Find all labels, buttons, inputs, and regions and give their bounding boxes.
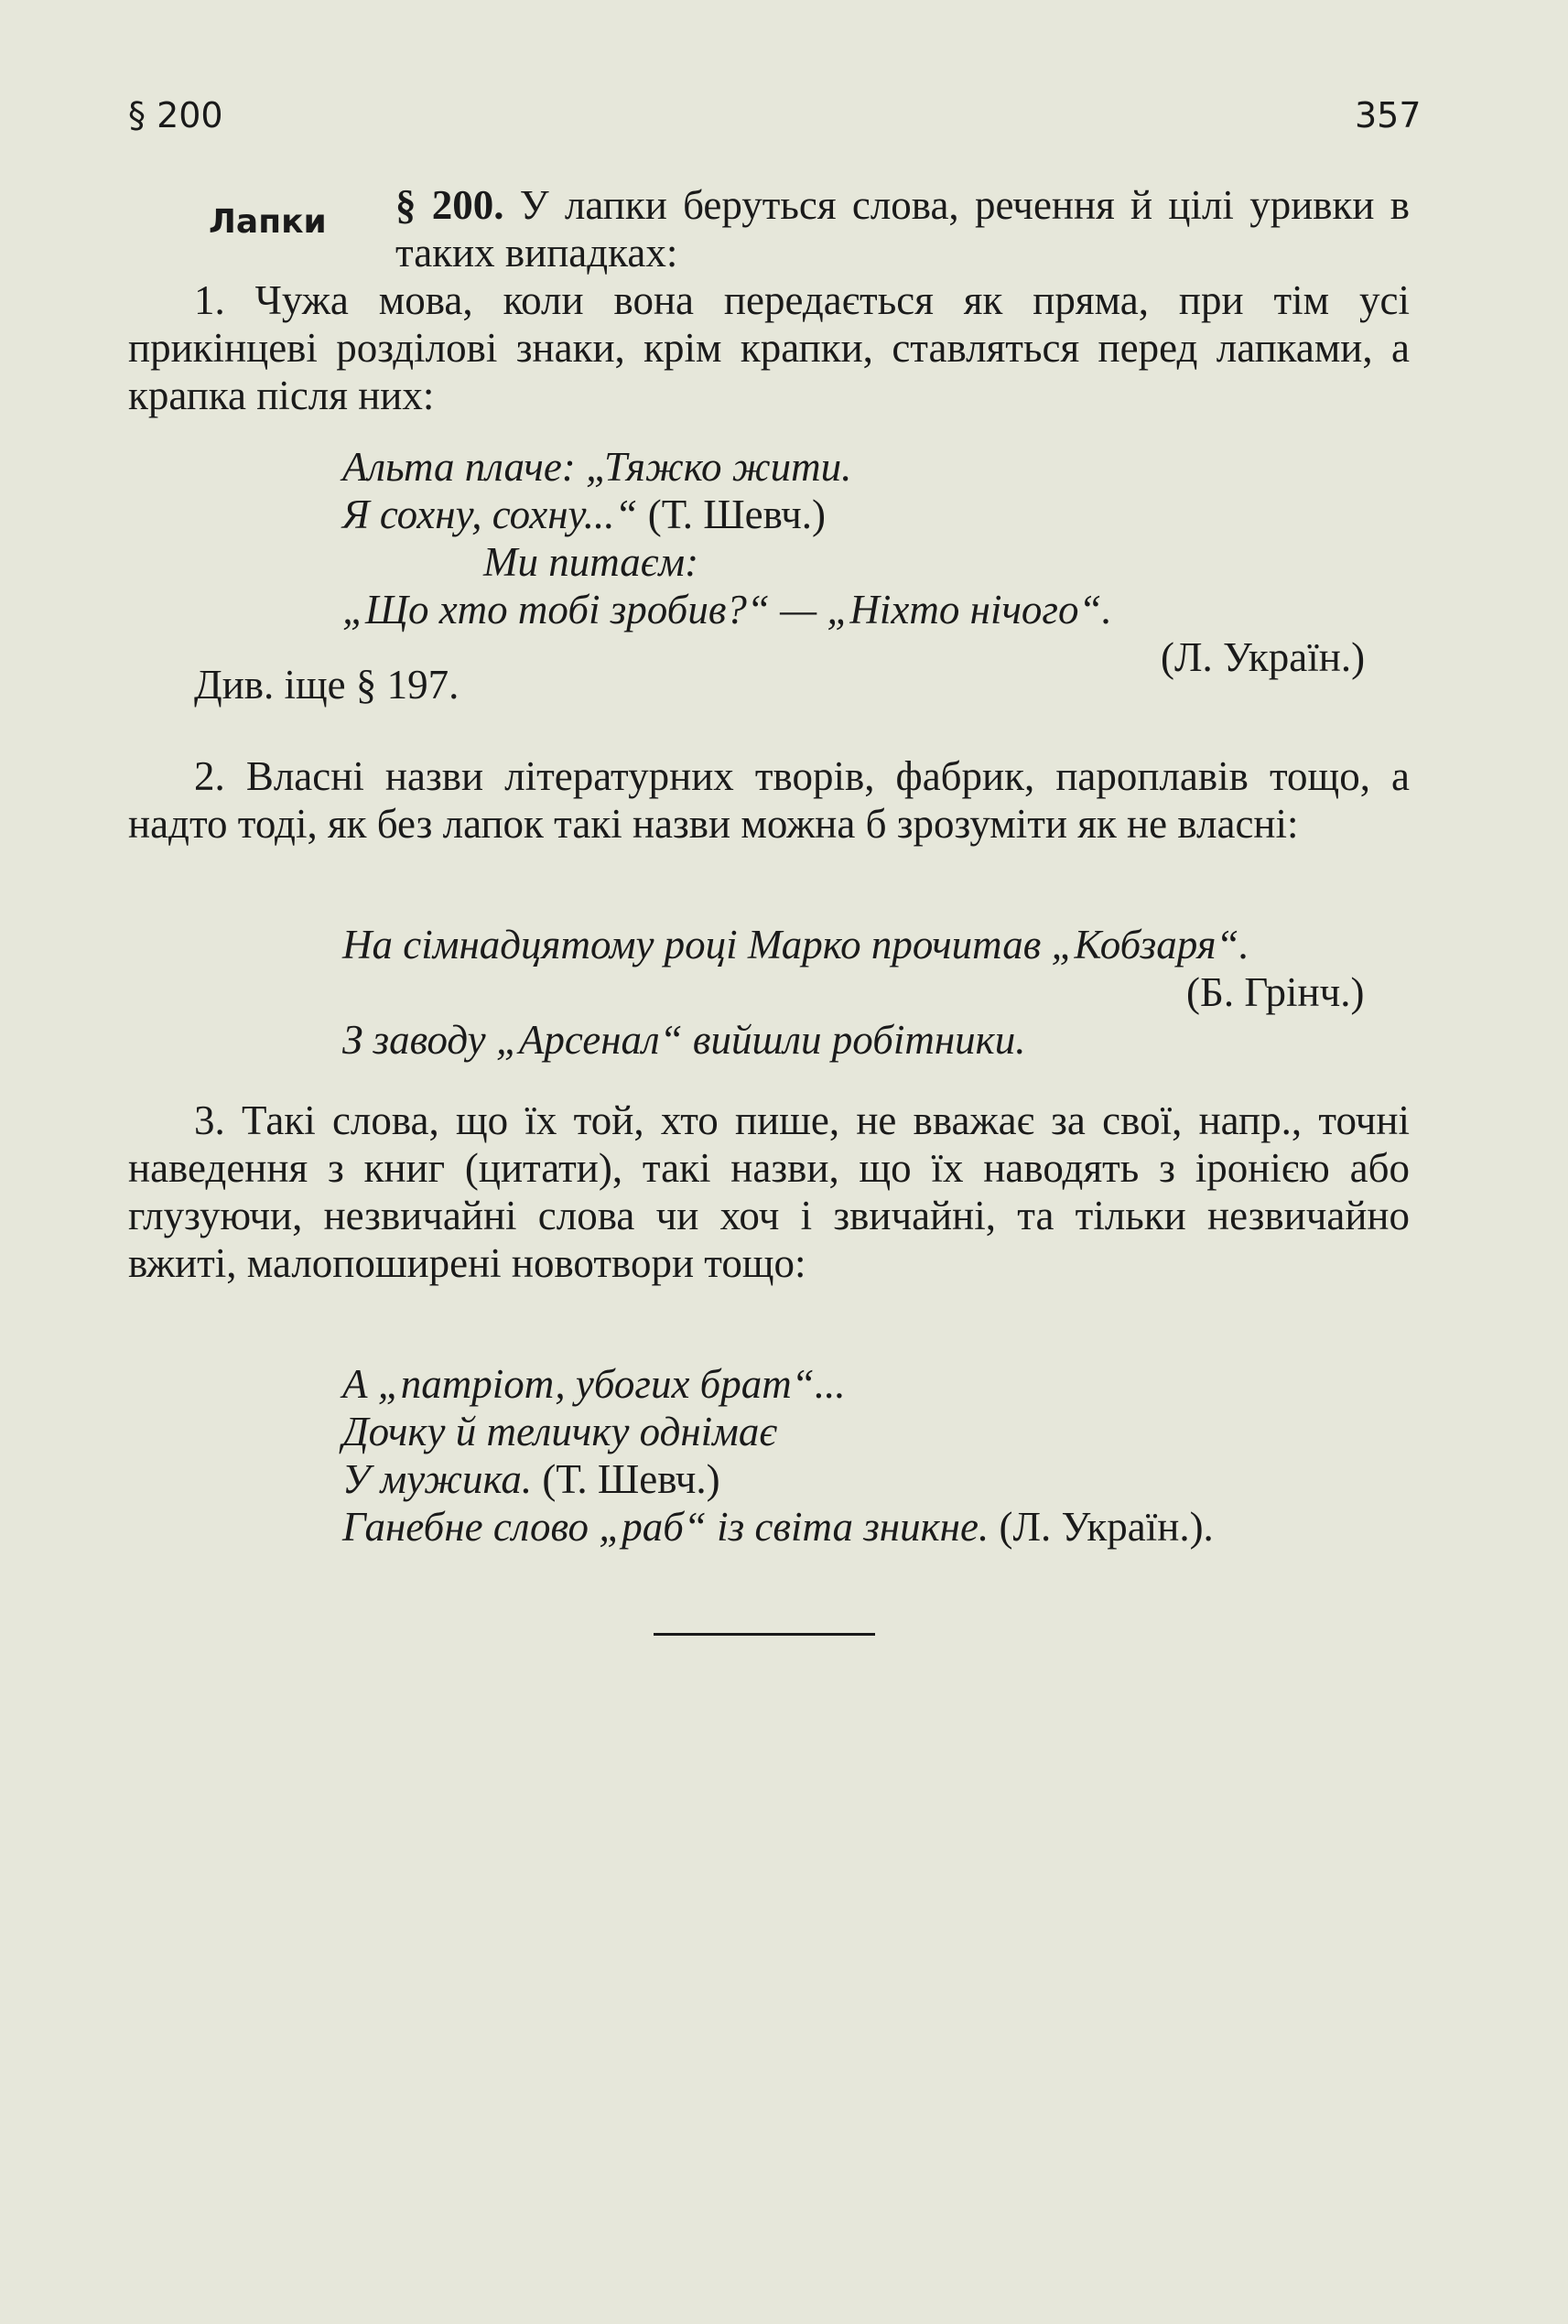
section-number: § 200. xyxy=(395,182,504,228)
verse-line xyxy=(342,1455,720,1503)
verse-line xyxy=(342,1360,846,1408)
item-2-paragraph xyxy=(128,752,1410,848)
item-3-text: 3. Такі слова, що їх той, хто пише, не вважає за свої, напр., точні наведення з книг (цитати), такі назви, що їх наводять з іронією або глузуючи, незвичайні слова чи хоч і звичайні, та тільки незвичайно вжиті, малопоширені новотвори тощо: xyxy=(128,1097,1410,1286)
example-line: З заводу „Арсенал“ вийшли робітники. xyxy=(342,1017,1026,1063)
section-intro-text: У лапки беруться слова, речення й цілі уривки в таких випадках: xyxy=(395,182,1411,276)
verse-line-text: „Що хто тобі зробив?“ — „Ніхто нічого“. xyxy=(342,587,1112,632)
verse-line xyxy=(483,538,698,586)
item-1-text: 1. Чужа мова, коли вона передається як пряма, при тім усі прикінцеві розділові знаки, крім крапки, ставляться перед лапками, а крапка після них: xyxy=(128,277,1410,418)
verse-line-text: У мужика. xyxy=(342,1456,533,1502)
verse-line-text: А „патріот, убогих брат“... xyxy=(342,1361,846,1407)
verse-line xyxy=(342,1503,1214,1551)
example-source: (Б. Грінч.) xyxy=(1186,969,1365,1015)
item-2-text: 2. Власні назви літературних творів, фабрик, пароплавів тощо, а надто тоді, як без лапок такі назви можна б зрозуміти як не власні: xyxy=(128,753,1410,847)
verse-line-text: Ганебне слово „раб“ із світа зникне. xyxy=(342,1504,989,1550)
example-line: На сімнадцятому році Марко прочитав „Кобзаря“. xyxy=(342,922,1249,967)
verse-line-source: (Л. Україн.). xyxy=(989,1504,1214,1550)
verse-line-text: Альта плаче: „Тяжко жити. xyxy=(342,444,852,490)
verse-line-source: (Т. Шевч.) xyxy=(532,1456,720,1502)
section-end-rule xyxy=(654,1633,875,1636)
item-1-paragraph xyxy=(128,276,1410,419)
see-also-reference: Див. іще § 197. xyxy=(194,662,460,708)
verse-line-text: Ми питаєм: xyxy=(483,539,699,585)
verse-line xyxy=(342,491,826,538)
running-header-section: § 200 xyxy=(128,95,223,135)
verse-line-source: (Т. Шевч.) xyxy=(637,492,826,537)
margin-heading: Лапки xyxy=(209,203,327,241)
verse-line-text: Я сохну, сохну...“ xyxy=(342,492,638,537)
page-number: 357 xyxy=(1355,95,1422,135)
item-3-paragraph xyxy=(128,1097,1410,1287)
verse-line xyxy=(342,1408,777,1455)
verse-line xyxy=(342,443,851,491)
verse-line xyxy=(342,586,1112,633)
verse-line-text: Дочку й теличку однімає xyxy=(342,1409,778,1454)
verse-source: (Л. Україн.) xyxy=(1161,634,1366,680)
section-intro xyxy=(395,181,1410,276)
